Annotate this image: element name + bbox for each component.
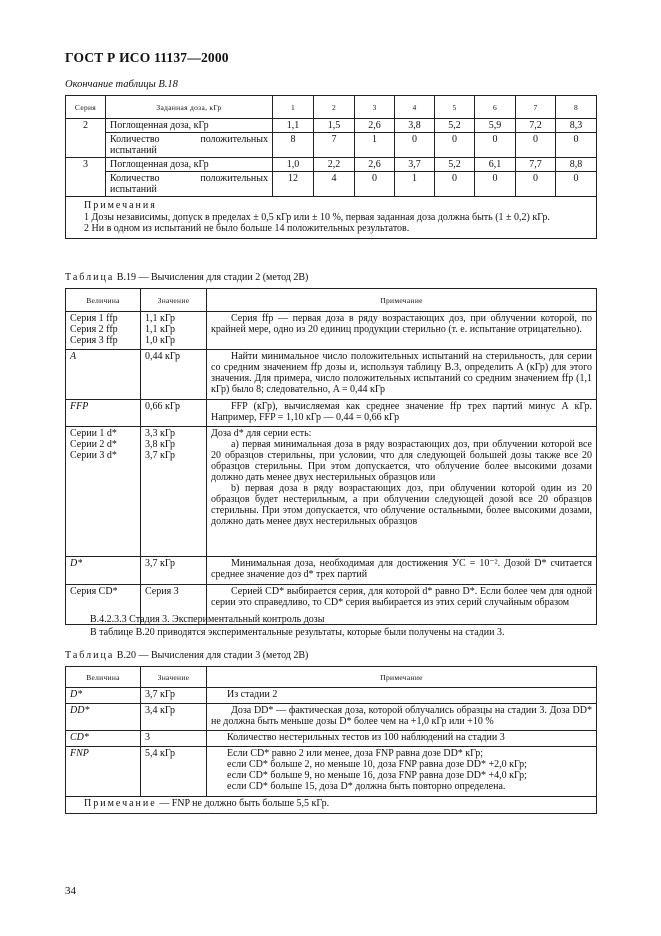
quantity-cell: D* — [66, 557, 141, 585]
row-label: Поглощенная доза, кГр — [106, 158, 273, 172]
notes-title: Примечания — [84, 200, 157, 211]
value-cell — [141, 427, 207, 557]
header-quantity: Величина — [66, 289, 141, 312]
dose-value: 6,1 — [475, 158, 516, 172]
value-cell: 5,4 кГр — [141, 747, 207, 797]
quantity-line: Серии 1 d* — [70, 428, 117, 439]
series-cell: 3 — [66, 158, 106, 197]
note-cell: Доза DD* — фактическая доза, которой облучались образцы на стадии 3. Доза DD* не должна быть меньше дозы D* более чем на +1,0 кГр или +10 % — [207, 704, 597, 731]
header-step: 5 — [435, 96, 475, 119]
header-step: 6 — [475, 96, 516, 119]
note-cell: Серией CD* выбирается серия, для которой d* равно D*. Если более чем для одной серии это справедливо, то CD* серия выбирается из этих серий случайным образом — [207, 585, 597, 625]
value-line: 1,0 кГр — [145, 335, 176, 346]
header-value: Значение — [141, 667, 207, 688]
dose-value: 7,2 — [516, 119, 556, 133]
header-step: 2 — [314, 96, 355, 119]
count-value: 0 — [395, 133, 435, 158]
table-b19 — [65, 288, 597, 625]
section-text: В таблице В.20 приводятся экспериментальные результаты, которые были получены на стадии 3. — [90, 627, 505, 638]
header-step: 8 — [556, 96, 597, 119]
header-step: 3 — [355, 96, 395, 119]
table-row — [66, 158, 597, 172]
table-row — [66, 704, 597, 731]
caption-word: Таблица — [65, 272, 115, 283]
table-row — [66, 400, 597, 427]
header-step: 1 — [273, 96, 314, 119]
dose-value: 8,3 — [556, 119, 597, 133]
count-value: 1 — [355, 133, 395, 158]
value-line: 1,1 кГр — [145, 313, 176, 324]
table-row — [66, 557, 597, 585]
note-line: если CD* больше 2, но меньше 10, доза FNP равна дозе DD* +2,0 кГр; — [227, 759, 527, 770]
value-line: 3,7 кГр — [145, 450, 176, 461]
table-b20 — [65, 666, 597, 814]
quantity-line: Серии 3 d* — [70, 450, 117, 461]
note-cell: Серия ffp — первая доза в ряду возрастающих доз, при облучении которой, по крайней мере, одно из 20 единиц продукции стерильно (т. е. испытание отрицательно). — [207, 312, 597, 350]
note-item-a: а) первая минимальная доза в ряду возрастающих доз, при облучении которой все 20 образцов стерильны, при условии, что для следующей большей дозы также все 20 образцов стерильны. При этом допускается, что облучение более высокими дозами должно дать менее двух нестерильных образцов или — [211, 439, 592, 483]
value-cell: Серия 3 — [141, 585, 207, 625]
note-cell: Из стадии 2 — [207, 688, 597, 704]
dose-value: 8,8 — [556, 158, 597, 172]
header-step: 7 — [516, 96, 556, 119]
caption-word: Таблица — [65, 650, 115, 661]
table-row — [66, 427, 597, 557]
count-value: 7 — [314, 133, 355, 158]
dose-value: 5,2 — [435, 119, 475, 133]
header-note: Примечание — [207, 667, 597, 688]
dose-value: 2,6 — [355, 158, 395, 172]
footnote-text: — FNP не должно быть больше 5,5 кГр. — [159, 798, 330, 809]
table-row — [66, 119, 597, 133]
value-cell: 0,44 кГр — [141, 350, 207, 400]
dose-value: 3,7 — [395, 158, 435, 172]
value-cell — [141, 312, 207, 350]
value-cell: 0,66 кГр — [141, 400, 207, 427]
note-cell: Количество нестерильных тестов из 100 наблюдений на стадии 3 — [207, 731, 597, 747]
count-value: 8 — [273, 133, 314, 158]
header-quantity: Величина — [66, 667, 141, 688]
quantity-cell: A — [66, 350, 141, 400]
table-row — [66, 350, 597, 400]
page-number: 34 — [65, 885, 76, 897]
count-value: 4 — [314, 172, 355, 197]
note-1: 1 Дозы независимы, допуск в пределах ± 0,5 кГр или ± 10 %, первая заданная доза должна быть (1 ± 0,2) кГр. — [84, 211, 550, 223]
footnote-cell — [66, 797, 597, 814]
count-value: 0 — [435, 133, 475, 158]
dose-value: 2,6 — [355, 119, 395, 133]
table-row — [66, 747, 597, 797]
quantity-cell: FNP — [66, 747, 141, 797]
count-value: 0 — [556, 172, 597, 197]
dose-value: 7,7 — [516, 158, 556, 172]
count-value: 0 — [556, 133, 597, 158]
count-value: 0 — [475, 133, 516, 158]
count-value: 0 — [516, 133, 556, 158]
count-value: 1 — [395, 172, 435, 197]
quantity-cell: CD* — [66, 731, 141, 747]
dose-value: 5,9 — [475, 119, 516, 133]
header-series: Серия — [66, 96, 106, 119]
note-cell: Минимальная доза, необходимая для достижения УС = 10⁻². Дозой D* считается среднее значение доз d* трех партий — [207, 557, 597, 585]
dose-value: 1,1 — [273, 119, 314, 133]
value-cell: 3 — [141, 731, 207, 747]
dose-value: 1,0 — [273, 158, 314, 172]
quantity-line: Серии 2 d* — [70, 439, 117, 450]
quantity-line: Серия 3 ffp — [70, 335, 118, 346]
value-line: 3,3 кГр — [145, 428, 176, 439]
note-item-b: b) первая доза в ряду возрастающих доз, при облучении которой один из 20 образцов будет нестерильным, а при облучении следующей дозой все 20 образцов стерильны. При этом допускается, что облучение остальными, более высокими дозами, должно дать менее двух нестерильных образцов — [211, 483, 592, 527]
value-cell: 3,7 кГр — [141, 557, 207, 585]
note-cell — [207, 427, 597, 557]
caption-text: В.20 — Вычисления для стадии 3 (метод 2В) — [116, 650, 309, 661]
dose-value: 5,2 — [435, 158, 475, 172]
dose-value: 3,8 — [395, 119, 435, 133]
header-step: 4 — [395, 96, 435, 119]
quantity-line: Серия 1 ffp — [70, 313, 118, 324]
section-heading: В.4.2.3.3 Стадия 3. Экспериментальный контроль дозы — [90, 614, 325, 625]
row-label: Поглощенная доза, кГр — [106, 119, 273, 133]
quantity-line: Серия 2 ffp — [70, 324, 118, 335]
table-row — [66, 731, 597, 747]
count-value: 0 — [475, 172, 516, 197]
quantity-cell: DD* — [66, 704, 141, 731]
count-value: 12 — [273, 172, 314, 197]
table-b19-caption — [65, 272, 308, 284]
quantity-cell — [66, 312, 141, 350]
note-2: 2 Ни в одном из испытаний не было больше 14 положительных результатов. — [84, 223, 410, 234]
table-row — [66, 312, 597, 350]
row-label: Количество положительных испытаний — [106, 133, 273, 158]
quantity-cell: D* — [66, 688, 141, 704]
table-row — [66, 133, 597, 158]
quantity-cell: Серия CD* — [66, 585, 141, 625]
note-line: если CD* больше 9, но меньше 16, доза FNP равна дозе DD* +4,0 кГр; — [227, 770, 527, 781]
quantity-cell: FFP — [66, 400, 141, 427]
table-b20-caption — [65, 650, 308, 662]
value-cell: 3,4 кГр — [141, 704, 207, 731]
footnote-row — [66, 797, 597, 814]
header-target-dose: Заданная доза, кГр — [106, 96, 273, 119]
caption-text: В.19 — Вычисления для стадии 2 (метод 2В) — [116, 272, 309, 283]
footnote-word: Примечание — [84, 798, 157, 809]
value-line: 1,1 кГр — [145, 324, 176, 335]
value-cell: 3,7 кГр — [141, 688, 207, 704]
table-b18-caption: Окончание таблицы В.18 — [65, 79, 178, 90]
table-row — [66, 688, 597, 704]
table-row — [66, 172, 597, 197]
row-label: Количество положительных испытаний — [106, 172, 273, 197]
count-value: 0 — [435, 172, 475, 197]
series-cell: 2 — [66, 119, 106, 158]
quantity-cell — [66, 427, 141, 557]
note-intro: Доза d* для серии есть: — [211, 428, 312, 439]
notes-row — [66, 197, 597, 239]
count-value: 0 — [516, 172, 556, 197]
dose-value: 1,5 — [314, 119, 355, 133]
dose-value: 2,2 — [314, 158, 355, 172]
note-line: Если CD* равно 2 или менее, доза FNP равна дозе DD* кГр; — [227, 748, 484, 759]
document-header: ГОСТ Р ИСО 11137—2000 — [65, 50, 229, 65]
header-note: Примечание — [207, 289, 597, 312]
note-cell — [207, 747, 597, 797]
count-value: 0 — [355, 172, 395, 197]
table-b18 — [65, 95, 597, 239]
value-line: 3,8 кГр — [145, 439, 176, 450]
note-cell: Найти минимальное число положительных испытаний на стерильность, для серии со средним значением ffp дозы и, используя таблицу В.3, определить A (кГр) для этого значения. Для примера, число положительных испытаний со средним значением ffp (1,1 кГр) было 8; следовательно, A = 0,44 кГр — [207, 350, 597, 400]
note-line: если CD* больше 15, доза D* должна быть повторно определена. — [227, 781, 506, 792]
header-value: Значение — [141, 289, 207, 312]
note-cell: FFP (кГр), вычисляемая как среднее значение ffp трех партий минус A кГр. Например, FFP = 1,10 кГр — 0,44 = 0,66 кГр — [207, 400, 597, 427]
